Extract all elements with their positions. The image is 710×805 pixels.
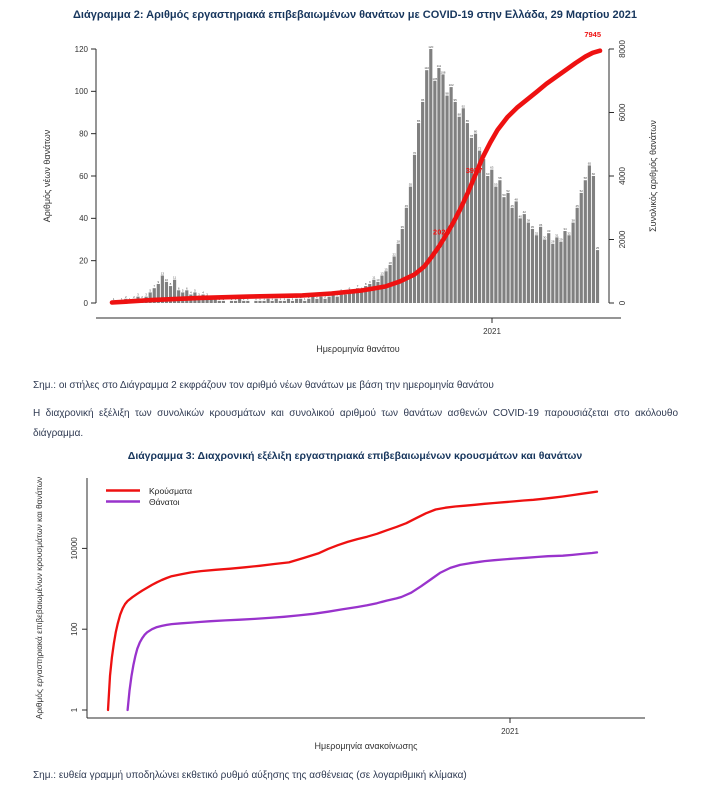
bar: [535, 235, 538, 303]
bar: [429, 49, 432, 303]
bar: [567, 235, 570, 303]
chart-primitive: 2: [275, 294, 278, 299]
chart-primitive: 10: [376, 277, 380, 282]
diagram3-title: Διάγραμμα 3: Διαχρονική εξέλιξη εργαστηριακά επιβεβαιωμένων κρουσμάτων και θανάτων: [127, 450, 583, 462]
chart-primitive: 4: [344, 290, 347, 295]
chart-primitive: 1: [291, 296, 294, 301]
bar: [242, 301, 245, 303]
chart-primitive: 22: [392, 252, 396, 257]
chart-primitive: 4: [332, 290, 335, 295]
bar: [218, 301, 221, 303]
chart-primitive: 55: [494, 182, 498, 187]
bar: [372, 280, 375, 303]
bar: [466, 123, 469, 303]
bar: [551, 244, 554, 303]
chart-primitive: 31: [555, 233, 559, 238]
chart-primitive: 2: [267, 294, 269, 299]
chart-primitive: 7: [356, 284, 359, 289]
chart-primitive: 0: [618, 300, 627, 306]
chart-primitive: 4000: [618, 167, 627, 185]
chart-primitive: 52: [506, 188, 510, 193]
chart-primitive: 85: [416, 119, 421, 124]
chart-primitive: 95: [420, 97, 425, 102]
chart-primitive: 45: [575, 203, 579, 208]
chart-primitive: 55: [408, 182, 413, 187]
chart-primitive: 5: [340, 288, 343, 293]
chart-primitive: 60: [591, 172, 596, 176]
chart1-xlabel: Ημερομηνία θανάτου: [316, 344, 400, 354]
chart-primitive: 9: [368, 279, 371, 284]
bar: [279, 301, 282, 303]
diagram2-title: Διάγραμμα 2: Αριθμός εργαστηριακά επιβεβαιωμένων θανάτων με COVID-19 στην Ελλάδα, 29 Μαρτίου 2021: [73, 9, 637, 21]
chart-primitive: 36: [538, 222, 543, 227]
chart-primitive: 3: [336, 292, 339, 297]
bar: [482, 159, 485, 303]
chart-primitive: 13: [160, 271, 165, 276]
chart-primitive: 50: [502, 193, 506, 198]
chart-primitive: 3: [320, 292, 322, 297]
bar: [254, 301, 257, 303]
chart-primitive: 18: [388, 260, 392, 265]
bar: [572, 223, 575, 303]
bar: [352, 292, 355, 303]
chart1-ylabel-left: Αριθμός νέων θανάτων: [42, 129, 52, 223]
bar: [539, 227, 542, 303]
chart-primitive: 1: [263, 296, 265, 301]
chart-primitive: 2: [299, 294, 302, 299]
bar: [511, 208, 514, 303]
chart1-ylabel-right: Συνολικός αριθμός θανάτων: [648, 120, 658, 232]
bar: [311, 297, 314, 303]
chart-primitive: 100: [70, 622, 79, 636]
chart-primitive: 1: [259, 296, 261, 301]
bar: [559, 242, 562, 303]
chart-primitive: 108: [440, 70, 446, 75]
bar: [230, 301, 233, 303]
chart-primitive: 3: [312, 292, 314, 297]
chart-primitive: 3: [198, 292, 200, 297]
bar: [486, 176, 489, 303]
chart2-plot: [70, 478, 645, 723]
bar: [454, 102, 457, 303]
chart-primitive: 13: [380, 271, 384, 276]
chart-primitive: 1: [279, 296, 282, 301]
legend-label-cases: Κρούσματα: [149, 486, 193, 496]
chart-primitive: 1: [283, 296, 286, 301]
chart-primitive: 120: [74, 44, 88, 54]
chart-primitive: 2: [210, 294, 213, 299]
chart-primitive: 1: [222, 296, 225, 301]
bar: [307, 299, 310, 303]
bar: [319, 297, 322, 303]
bar: [433, 81, 436, 303]
bar: [246, 301, 249, 303]
bar: [515, 201, 518, 303]
chart-primitive: 2: [287, 294, 290, 299]
chart-primitive: 100: [74, 87, 88, 97]
chart-primitive: 20: [79, 256, 88, 266]
bar: [344, 295, 347, 303]
chart-primitive: 98: [445, 91, 449, 96]
bar: [555, 237, 558, 303]
chart-primitive: 85: [465, 119, 470, 124]
bar: [295, 299, 298, 303]
chart-primitive: 60: [79, 171, 88, 181]
chart-primitive: 3977: [465, 165, 483, 175]
chart-primitive: 15: [384, 267, 388, 272]
chart-primitive: 42: [522, 210, 526, 215]
chart-primitive: 2025: [433, 227, 450, 237]
bar: [450, 87, 453, 303]
bar: [287, 299, 290, 303]
chart-primitive: 5: [194, 288, 196, 293]
chart-primitive: 10000: [70, 537, 79, 560]
chart-primitive: 5: [352, 288, 355, 293]
chart-primitive: 28: [396, 239, 400, 244]
chart-primitive: 8: [169, 282, 172, 287]
chart-primitive: 1: [242, 296, 245, 301]
bar: [527, 223, 530, 303]
chart-primitive: 2: [307, 294, 310, 299]
chart-primitive: 105: [432, 76, 438, 81]
chart-primitive: 35: [400, 224, 404, 229]
chart-primitive: 7945: [584, 30, 602, 40]
chart-primitive: 6000: [618, 103, 627, 122]
chart-primitive: 33: [547, 229, 551, 234]
bar: [267, 299, 270, 303]
chart-primitive: 102: [448, 83, 454, 88]
legend-label-deaths: Θάνατοι: [149, 497, 180, 507]
bar: [596, 250, 599, 303]
chart-primitive: 34: [563, 227, 567, 232]
chart-primitive: 2: [141, 294, 143, 299]
bar: [262, 301, 265, 303]
chart-primitive: 6: [348, 286, 351, 291]
chart-primitive: 1: [129, 296, 131, 301]
bar: [437, 68, 440, 303]
chart2-xtick-2021: 2021: [501, 727, 519, 736]
chart-primitive: 92: [461, 104, 465, 109]
chart-primitive: 32: [534, 231, 539, 236]
series-line: [108, 492, 597, 710]
diagram3-note: Σημ.: ευθεία γραμμή υποδηλώνει εκθετικό ρυθμό αύξησης της ασθένειας (σε λογαριθμική κλίμακα): [33, 770, 467, 781]
chart-primitive: 45: [404, 203, 409, 208]
bar: [543, 240, 546, 304]
chart-primitive: 2: [295, 294, 298, 299]
chart-primitive: 40: [79, 214, 88, 224]
chart-primitive: 11: [372, 275, 376, 280]
chart-primitive: 88: [457, 112, 461, 117]
chart-primitive: 7: [153, 284, 156, 289]
bar: [397, 244, 400, 303]
bar: [519, 218, 522, 303]
chart-primitive: 1: [303, 296, 306, 301]
chart-primitive: 120: [428, 45, 434, 49]
chart-primitive: 6: [177, 286, 180, 291]
chart-primitive: 25: [595, 246, 600, 251]
chart-primitive: 38: [571, 218, 575, 223]
chart-primitive: 3: [145, 292, 147, 297]
chart-primitive: 52: [579, 188, 583, 193]
chart-primitive: 8: [364, 282, 367, 287]
series-line: [128, 552, 597, 710]
chart-primitive: 38: [526, 218, 531, 223]
chart-primitive: 1: [70, 707, 79, 713]
bar: [299, 299, 302, 303]
bar: [470, 138, 473, 303]
chart-primitive: 58: [498, 176, 502, 181]
chart-primitive: 95: [453, 97, 457, 102]
chart-primitive: 63: [490, 165, 494, 170]
bar: [563, 231, 566, 303]
chart-primitive: 1: [234, 296, 237, 301]
bar: [409, 187, 412, 303]
bar: [234, 301, 237, 303]
bar: [405, 208, 408, 303]
bar: [258, 301, 261, 303]
chart-primitive: 1: [255, 296, 257, 301]
chart-primitive: 110: [424, 66, 430, 71]
bar: [498, 180, 501, 303]
chart1-plot: [75, 30, 627, 323]
chart-primitive: 1: [120, 296, 123, 301]
chart-primitive: 2000: [618, 230, 627, 249]
chart-primitive: 2: [133, 294, 135, 299]
bar: [332, 295, 335, 303]
chart-primitive: 10: [164, 277, 169, 282]
bar: [523, 214, 526, 303]
chart-primitive: 1: [246, 296, 249, 301]
bar: [222, 301, 225, 303]
chart-primitive: 5: [149, 288, 152, 293]
chart-primitive: 1: [218, 296, 221, 301]
chart-primitive: 11: [173, 275, 177, 280]
chart-primitive: 2: [214, 294, 217, 299]
chart-primitive: 3: [206, 292, 208, 297]
bar: [417, 123, 420, 303]
bar: [588, 165, 591, 303]
chart-primitive: 4: [202, 290, 204, 295]
chart-primitive: 9: [157, 279, 160, 284]
chart-primitive: 48: [514, 197, 518, 202]
bar: [580, 193, 583, 303]
chart-primitive: 78: [469, 133, 474, 138]
bar: [283, 301, 286, 303]
bar: [315, 299, 318, 303]
chart2-xlabel: Ημερομηνία ανακοίνωσης: [314, 741, 418, 751]
chart-primitive: 70: [412, 150, 417, 155]
chart-primitive: 5: [181, 288, 184, 293]
bar: [303, 301, 306, 303]
chart-primitive: 35: [530, 224, 535, 229]
bar: [576, 208, 579, 303]
chart-primitive: 0: [83, 298, 88, 308]
chart-primitive: 28: [551, 239, 555, 244]
chart-primitive: 1: [230, 296, 233, 301]
bar: [494, 187, 497, 303]
chart-primitive: 30: [542, 235, 547, 240]
chart-primitive: 111: [436, 64, 442, 69]
bar: [547, 233, 550, 303]
chart-primitive: 1: [112, 296, 115, 301]
bar: [445, 96, 448, 303]
chart-primitive: 80: [79, 129, 88, 139]
bar: [275, 299, 278, 303]
bar: [336, 297, 339, 303]
bar: [238, 299, 241, 303]
chart1-xtick-2021: 2021: [483, 327, 501, 336]
chart-primitive: 1: [271, 296, 274, 301]
bar: [531, 229, 534, 303]
chart-primitive: 29: [559, 237, 563, 242]
body-paragraph: Η διαχρονική εξέλιξη των συνολικών κρουσμάτων και συνολικού αριθμού των θανάτων ασθενών COVID-19 παρουσιάζεται στο ακόλουθο διάγραμμα.: [33, 408, 678, 439]
chart-primitive: 2: [316, 294, 318, 299]
chart-primitive: 58: [583, 176, 587, 181]
chart-primitive: 60: [486, 172, 490, 176]
bar: [490, 170, 493, 303]
chart-primitive: 2: [324, 294, 326, 299]
diagram2-note: Σημ.: οι στήλες στο Διάγραμμα 2 εκφράζουν τον αριθμό νέων θανάτων με βάση την ημερομηνία θανάτου: [33, 380, 494, 391]
chart-primitive: 2: [238, 294, 241, 299]
chart-primitive: 6: [185, 286, 188, 291]
chart-primitive: 3: [328, 292, 330, 297]
bar: [592, 176, 595, 303]
chart-primitive: 2: [124, 294, 127, 299]
bar: [441, 74, 444, 303]
bar: [474, 134, 477, 303]
bar: [413, 155, 416, 303]
bar: [393, 256, 396, 303]
chart-primitive: 45: [510, 203, 514, 208]
bar: [506, 193, 509, 303]
bar: [421, 102, 424, 303]
bar: [291, 301, 294, 303]
chart-primitive: 68: [481, 155, 486, 160]
chart-primitive: 72: [477, 146, 482, 151]
chart-primitive: 6: [360, 286, 363, 291]
chart-primitive: 3: [137, 292, 139, 297]
chart-primitive: 40: [518, 214, 522, 219]
bar: [323, 299, 326, 303]
bar: [584, 180, 587, 303]
bar: [401, 229, 404, 303]
chart-primitive: 32: [567, 231, 571, 236]
chart-primitive: 65: [587, 161, 592, 166]
bar: [376, 282, 379, 303]
chart-primitive: 4: [190, 290, 192, 295]
chart-primitive: 8000: [618, 40, 627, 58]
chart2-ylabel: Αριθμός εργαστηριακά επιβεβαιωμένων κρουσμάτων και θανάτων: [34, 476, 44, 720]
bar: [271, 301, 274, 303]
chart-primitive: 80: [473, 129, 478, 134]
bar: [502, 197, 505, 303]
bar: [328, 297, 331, 303]
